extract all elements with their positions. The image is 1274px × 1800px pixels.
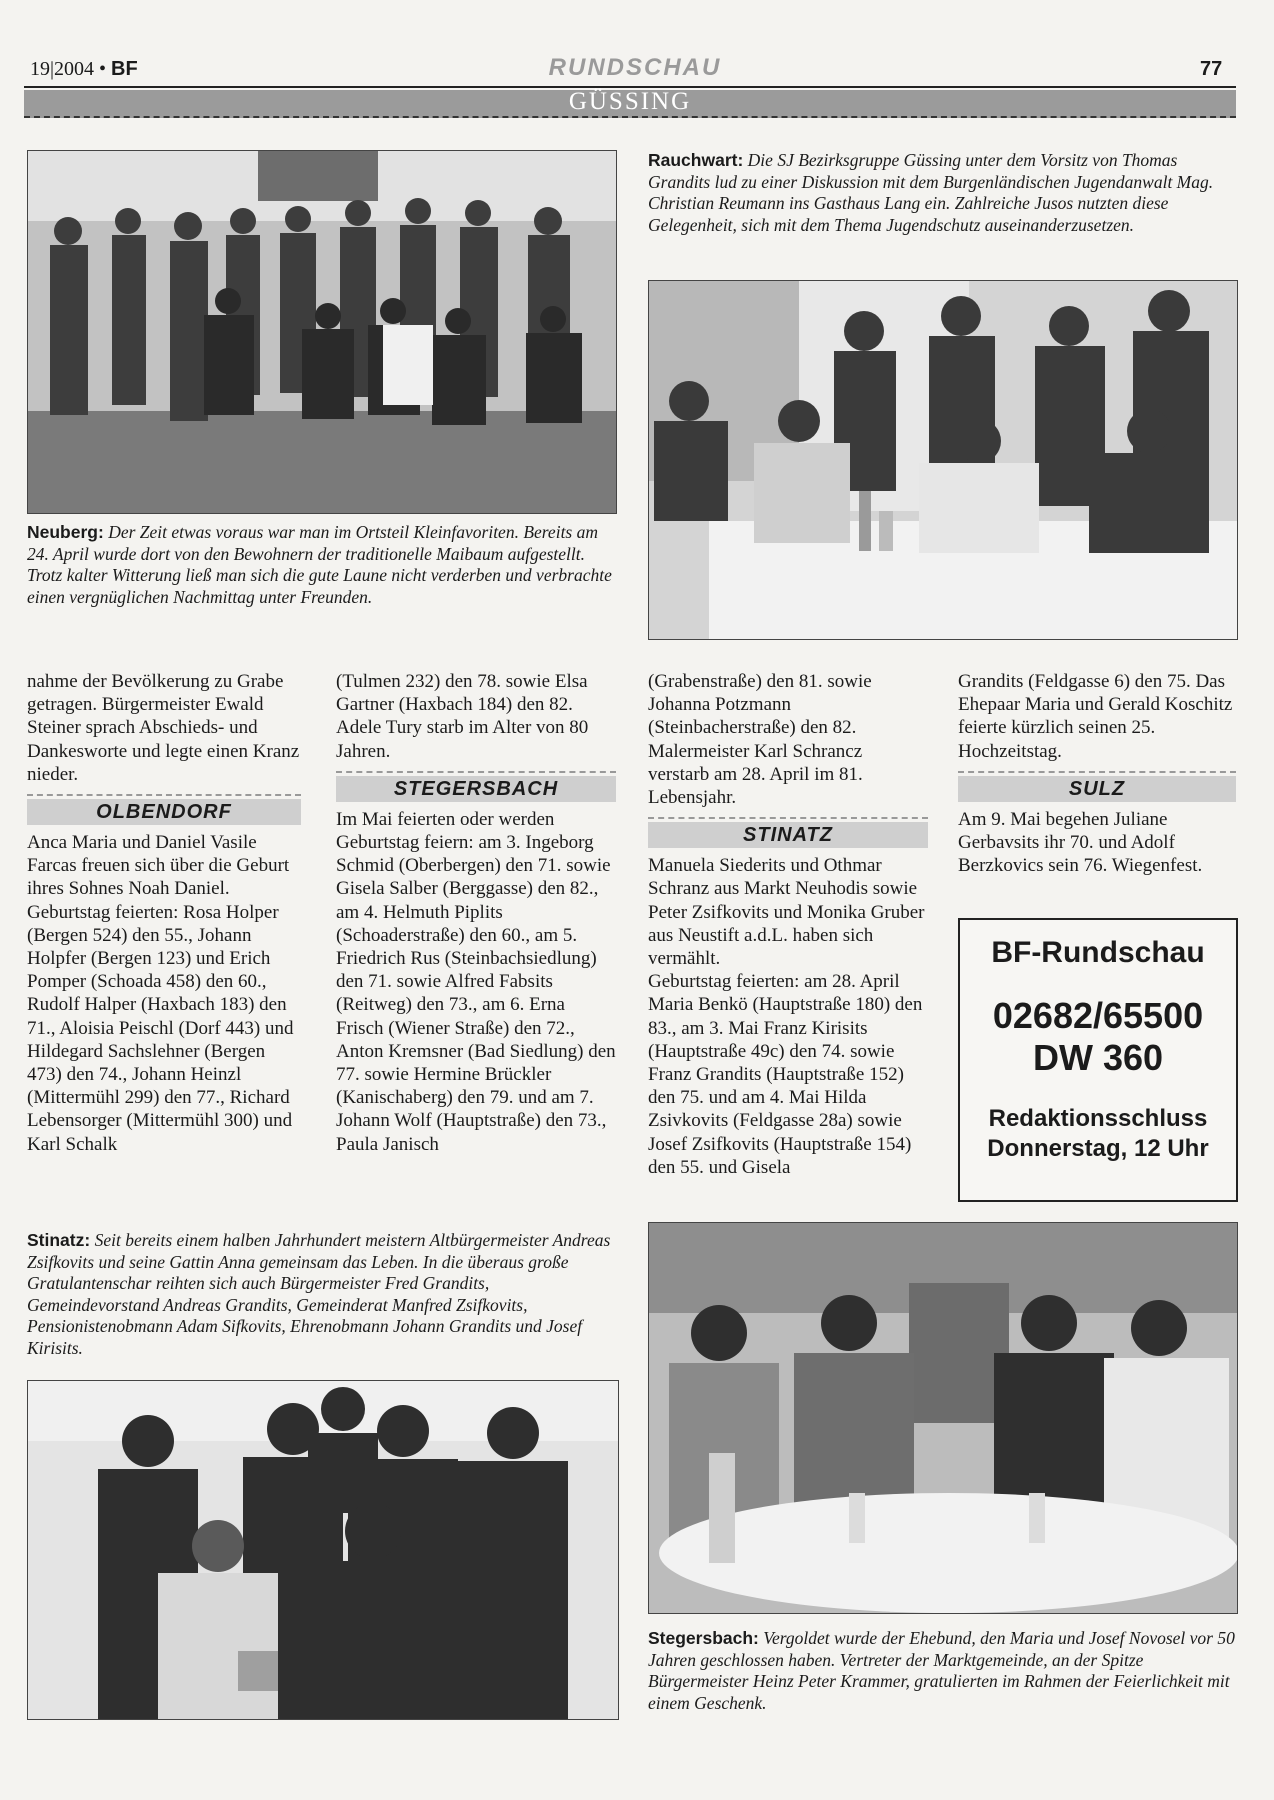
article-text: Grandits (Feldgasse 6) den 75. Das Ehepaar Maria und Gerald Koschitz feierte kürzlich seinen 25. Hochzeitstag.	[958, 671, 1233, 762]
contact-infobox	[958, 918, 1238, 1202]
article-text: (Grabenstraße) den 81. sowie Johanna Potzmann (Steinbacherstraße) den 82. Malermeister Karl Schrancz verstarb am 28. April im 81. Lebensjahr.	[648, 671, 872, 809]
section-divider	[27, 794, 301, 825]
group-photo-icon	[28, 151, 616, 513]
stinatz-photo	[27, 1380, 619, 1720]
article-text: Am 9. Mai begehen Juliane Gerbavsits ihr 70. und Adolf Berzkovics sein 76. Wiegenfest.	[958, 808, 1203, 877]
section-divider	[336, 771, 616, 802]
caption-place: Rauchwart:	[648, 150, 744, 170]
section-title: RUNDSCHAU	[548, 54, 722, 81]
group-photo-icon	[28, 1381, 618, 1719]
article-text: nahme der Bevölkerung zu Grabe getragen. Bürgermeister Ewald Steiner sprach Abschieds- und Dankesworte und legte einen Kranz nieder.	[27, 671, 300, 785]
brand-label: BF	[111, 58, 138, 80]
article-text: Geburtstag feierten: Rosa Holper (Bergen 524) den 55., Johann Holpfer (Bergen 123) und Erich Pomper (Schoada 458) den 60., Rudolf Halper (Haxbach 183) den 71., Aloisia Peischl (Dorf 443) und Hildegard Sachslehner (Bergen 473) den 74., Johann Heinzl (Mittermühl 299) den 77., Richard Lebensorger (Mittermühl 300) und Karl Schalk	[27, 901, 294, 1155]
infobox-deadline-label: Redaktionsschluss	[988, 1105, 1208, 1132]
section-heading-stegersbach: STEGERSBACH	[336, 776, 616, 802]
section-heading-sulz: SULZ	[958, 776, 1236, 802]
column-4	[958, 670, 1236, 877]
rauchwart-photo	[648, 280, 1238, 640]
neuberg-photo	[27, 150, 617, 514]
infobox-title: BF-Rundschau	[991, 936, 1205, 969]
page-number: 77	[1200, 58, 1223, 80]
article-text: Manuela Siederits und Othmar Schranz aus Markt Neuhodis sowie Peter Zsifkovits und Monika Gruber aus Neustift a.d.L. haben sich vermählt.	[648, 855, 925, 970]
stegersbach-photo	[648, 1222, 1238, 1614]
caption-text: Seit bereits einem halben Jahrhundert meistern Altbürgermeister Andreas Zsifkovits und seine Gattin Anna gemeinsam das Leben. In die überaus große Gratulantenschar reihten sich auch Bürgermeister Fred Grandits, Gemeindevorstand Andreas Grandits, Gemeinderat Manfred Zsifkovits, Pensionistenobmann Adam Sifkovits, Ehrenobmann Johann Grandits und Josef Kirisits.	[27, 1230, 611, 1358]
section-heading-stinatz: STINATZ	[648, 822, 928, 848]
caption-place: Stinatz:	[27, 1230, 91, 1250]
section-divider	[958, 771, 1236, 802]
rauchwart-caption	[648, 150, 1236, 236]
caption-text: Die SJ Bezirksgruppe Güssing unter dem Vorsitz von Thomas Grandits lud zu einer Diskussion mit dem Burgenländischen Jugendanwalt Mag. Christian Reumann ins Gasthaus Lang ein. Zahlreiche Jusos nutzten diese Gelegenheit, sich mit dem Thema Jugendschutz auseinanderzusetzen.	[648, 150, 1214, 235]
issue-number: 19|2004 •	[30, 58, 107, 80]
group-photo-icon	[649, 281, 1237, 639]
neuberg-caption	[27, 522, 617, 608]
caption-place: Neuberg:	[27, 522, 104, 542]
article-text: Adele Tury starb im Alter von 80 Jahren.	[336, 717, 589, 762]
section-divider	[648, 817, 928, 848]
section-heading-olbendorf: OLBENDORF	[27, 799, 301, 825]
column-2	[336, 670, 616, 1156]
infobox-deadline-value: Donnerstag, 12 Uhr	[987, 1135, 1209, 1162]
caption-place: Stegersbach:	[648, 1628, 759, 1648]
article-text: Im Mai feierten oder werden Geburtstag feiern: am 3. Ingeborg Schmid (Oberbergen) den 71. sowie Gisela Salber (Berggasse) den 82., am 4. Helmuth Piplits (Schoaderstraße) den 60., am 5. Friedrich Rus (Steinbachsiedlung) den 71. sowie Alfred Fabsits (Reitweg) den 73., am 6. Erna Frisch (Wiener Straße) den 72., Anton Kremsner (Bad Siedlung) den 77. sowie Hermine Brückler (Kanischaberg) den 79. und am 7. Johann Wolf (Hauptstraße) den 73., Paula Janisch	[336, 808, 616, 1155]
stinatz-caption	[27, 1230, 617, 1359]
column-3	[648, 670, 928, 1179]
article-text: Anca Maria und Daniel Vasile Farcas freuen sich über die Geburt ihres Sohnes Noah Daniel.	[27, 832, 290, 900]
stegersbach-caption	[648, 1628, 1236, 1714]
infobox-extension: DW 360	[1032, 1037, 1164, 1078]
caption-text: Vergoldet wurde der Ehebund, den Maria und Josef Novosel vor 50 Jahren geschlossen haben. Vertreter der Marktgemeinde, an der Spitze Bürgermeister Heinz Peter Krammer, gratulierten im Rahmen der Feierlichkeit mit einem Geschenk.	[648, 1628, 1235, 1713]
article-text: (Tulmen 232) den 78. sowie Elsa Gartner (Haxbach 184) den 82.	[336, 671, 588, 716]
issue-label	[30, 58, 138, 81]
caption-text: Der Zeit etwas voraus war man im Ortsteil Kleinfavoriten. Bereits am 24. April wurde dort von den Bewohnern der traditionelle Maibaum aufgestellt. Trotz kalter Witterung ließ man sich die gute Laune nicht verderben und verbrachte einen vergnüglichen Nachmittag unter Freunden.	[27, 522, 612, 607]
group-photo-icon	[649, 1223, 1237, 1613]
infobox-phone: 02682/65500	[992, 995, 1204, 1036]
column-1	[27, 670, 301, 1156]
article-text: Geburtstag feierten: am 28. April Maria Benkö (Hauptstraße 180) den 83., am 3. Mai Franz Kirisits (Hauptstraße 49c) den 74. sowie Franz Grandits (Hauptstraße 152) den 75. und am 4. Mai Hilda Zsivkovits (Feldgasse 28a) sowie Josef Zsifkovits (Hauptstraße 154) den 55. und Gisela	[648, 971, 923, 1178]
region-title: GÜSSING	[568, 88, 692, 115]
